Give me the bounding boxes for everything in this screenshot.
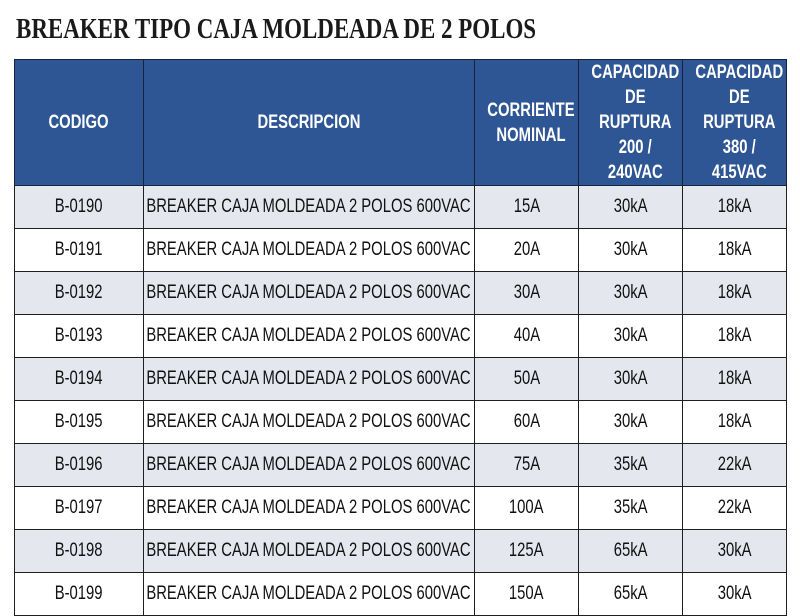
cell-corriente-text: 30A — [513, 282, 540, 303]
cell-corriente-text: 75A — [513, 454, 540, 475]
table-row — [15, 444, 787, 487]
cell-ruptura-415 — [683, 186, 787, 229]
cell-ruptura-240 — [579, 530, 683, 573]
header-ruptura-240 — [579, 60, 683, 186]
breaker-table — [14, 59, 787, 616]
cell-descripcion — [144, 272, 475, 315]
cell-ruptura-240-text: 30kA — [613, 282, 648, 303]
cell-ruptura-415 — [683, 444, 787, 487]
cell-corriente — [475, 272, 579, 315]
cell-codigo-text: B-0190 — [55, 196, 103, 217]
header-ruptura-415 — [683, 60, 787, 186]
table-header — [15, 60, 787, 186]
table-row — [15, 186, 787, 229]
cell-corriente — [475, 487, 579, 530]
cell-ruptura-415 — [683, 272, 787, 315]
table-row — [15, 358, 787, 401]
table-body — [15, 186, 787, 616]
cell-ruptura-415-text: 18kA — [717, 196, 752, 217]
cell-ruptura-240-text: 30kA — [613, 196, 648, 217]
cell-codigo — [15, 229, 144, 272]
cell-corriente-text: 40A — [513, 325, 540, 346]
cell-ruptura-240 — [579, 401, 683, 444]
cell-ruptura-240-text: 65kA — [613, 540, 648, 561]
cell-ruptura-415-text: 30kA — [717, 540, 752, 561]
cell-descripcion — [144, 186, 475, 229]
cell-codigo — [15, 487, 144, 530]
cell-ruptura-240-text: 35kA — [613, 497, 648, 518]
cell-descripcion — [144, 487, 475, 530]
cell-corriente — [475, 186, 579, 229]
cell-ruptura-240 — [579, 358, 683, 401]
cell-ruptura-240-text: 30kA — [613, 239, 648, 260]
cell-corriente-text: 15A — [513, 196, 540, 217]
cell-descripcion — [144, 358, 475, 401]
cell-descripcion — [144, 401, 475, 444]
cell-descripcion-text: BREAKER CAJA MOLDEADA 2 POLOS 600VAC — [146, 411, 471, 432]
cell-ruptura-415-text: 18kA — [717, 411, 752, 432]
cell-ruptura-240-text: 35kA — [613, 454, 648, 475]
cell-ruptura-240 — [579, 315, 683, 358]
cell-codigo-text: B-0192 — [55, 282, 103, 303]
cell-corriente-text: 60A — [513, 411, 540, 432]
cell-ruptura-240-text: 30kA — [613, 325, 648, 346]
cell-descripcion — [144, 229, 475, 272]
table-row — [15, 315, 787, 358]
cell-codigo — [15, 358, 144, 401]
cell-ruptura-415-text: 18kA — [717, 239, 752, 260]
cell-ruptura-240 — [579, 229, 683, 272]
cell-ruptura-415 — [683, 401, 787, 444]
cell-codigo-text: B-0195 — [55, 411, 103, 432]
table-row — [15, 573, 787, 616]
cell-descripcion-text: BREAKER CAJA MOLDEADA 2 POLOS 600VAC — [146, 583, 471, 604]
cell-ruptura-415 — [683, 229, 787, 272]
cell-codigo-text: B-0196 — [55, 454, 103, 475]
cell-ruptura-415-text: 30kA — [717, 583, 752, 604]
header-descripcion — [144, 60, 475, 186]
cell-corriente — [475, 573, 579, 616]
cell-ruptura-240-text: 30kA — [613, 411, 648, 432]
cell-descripcion-text: BREAKER CAJA MOLDEADA 2 POLOS 600VAC — [146, 196, 471, 217]
cell-codigo — [15, 315, 144, 358]
header-row — [15, 60, 787, 186]
cell-ruptura-240 — [579, 272, 683, 315]
cell-descripcion — [144, 315, 475, 358]
cell-descripcion — [144, 573, 475, 616]
cell-ruptura-240 — [579, 186, 683, 229]
cell-ruptura-240 — [579, 444, 683, 487]
table-row — [15, 229, 787, 272]
header-corriente — [475, 60, 579, 186]
cell-descripcion-text: BREAKER CAJA MOLDEADA 2 POLOS 600VAC — [146, 239, 471, 260]
header-descripcion-label: DESCRIPCION — [257, 112, 361, 133]
page-title: BREAKER TIPO CAJA MOLDEADA DE 2 POLOS — [16, 14, 537, 45]
cell-corriente-text: 125A — [509, 540, 544, 561]
cell-ruptura-240-text: 65kA — [613, 583, 648, 604]
cell-codigo-text: B-0198 — [55, 540, 103, 561]
cell-ruptura-415-text: 18kA — [717, 368, 752, 389]
cell-corriente — [475, 315, 579, 358]
cell-descripcion-text: BREAKER CAJA MOLDEADA 2 POLOS 600VAC — [146, 282, 471, 303]
cell-ruptura-415 — [683, 530, 787, 573]
cell-codigo-text: B-0194 — [55, 368, 103, 389]
header-ruptura-240-label: CAPACIDAD DE RUPTURA 200 / 240VAC — [591, 62, 680, 183]
cell-corriente — [475, 229, 579, 272]
cell-ruptura-415-text: 18kA — [717, 282, 752, 303]
cell-corriente — [475, 401, 579, 444]
cell-codigo — [15, 186, 144, 229]
cell-ruptura-415 — [683, 358, 787, 401]
cell-descripcion-text: BREAKER CAJA MOLDEADA 2 POLOS 600VAC — [146, 454, 471, 475]
cell-descripcion-text: BREAKER CAJA MOLDEADA 2 POLOS 600VAC — [146, 497, 471, 518]
cell-ruptura-415 — [683, 315, 787, 358]
cell-ruptura-240-text: 30kA — [613, 368, 648, 389]
table-row — [15, 530, 787, 573]
table-row — [15, 487, 787, 530]
table-row — [15, 272, 787, 315]
cell-corriente — [475, 444, 579, 487]
table-row — [15, 401, 787, 444]
cell-corriente — [475, 530, 579, 573]
header-codigo — [15, 60, 144, 186]
cell-codigo — [15, 573, 144, 616]
cell-ruptura-415-text: 22kA — [717, 497, 752, 518]
cell-descripcion-text: BREAKER CAJA MOLDEADA 2 POLOS 600VAC — [146, 325, 471, 346]
cell-corriente — [475, 358, 579, 401]
cell-descripcion-text: BREAKER CAJA MOLDEADA 2 POLOS 600VAC — [146, 540, 471, 561]
header-codigo-label: CODIGO — [48, 112, 110, 133]
cell-ruptura-240 — [579, 487, 683, 530]
cell-codigo-text: B-0197 — [55, 497, 103, 518]
cell-ruptura-415 — [683, 487, 787, 530]
cell-descripcion-text: BREAKER CAJA MOLDEADA 2 POLOS 600VAC — [146, 368, 471, 389]
cell-descripcion — [144, 444, 475, 487]
cell-ruptura-415-text: 18kA — [717, 325, 752, 346]
cell-codigo — [15, 444, 144, 487]
cell-corriente-text: 100A — [509, 497, 544, 518]
cell-codigo-text: B-0193 — [55, 325, 103, 346]
cell-codigo — [15, 530, 144, 573]
header-ruptura-415-label: CAPACIDAD DE RUPTURA 380 / 415VAC — [695, 62, 784, 183]
header-corriente-label: CORRIENTE NOMINAL — [487, 99, 575, 146]
cell-codigo — [15, 272, 144, 315]
cell-codigo-text: B-0199 — [55, 583, 103, 604]
cell-corriente-text: 20A — [513, 239, 540, 260]
cell-ruptura-415-text: 22kA — [717, 454, 752, 475]
cell-corriente-text: 50A — [513, 368, 540, 389]
cell-codigo — [15, 401, 144, 444]
cell-codigo-text: B-0191 — [55, 239, 103, 260]
cell-descripcion — [144, 530, 475, 573]
cell-corriente-text: 150A — [509, 583, 544, 604]
cell-ruptura-415 — [683, 573, 787, 616]
cell-ruptura-240 — [579, 573, 683, 616]
